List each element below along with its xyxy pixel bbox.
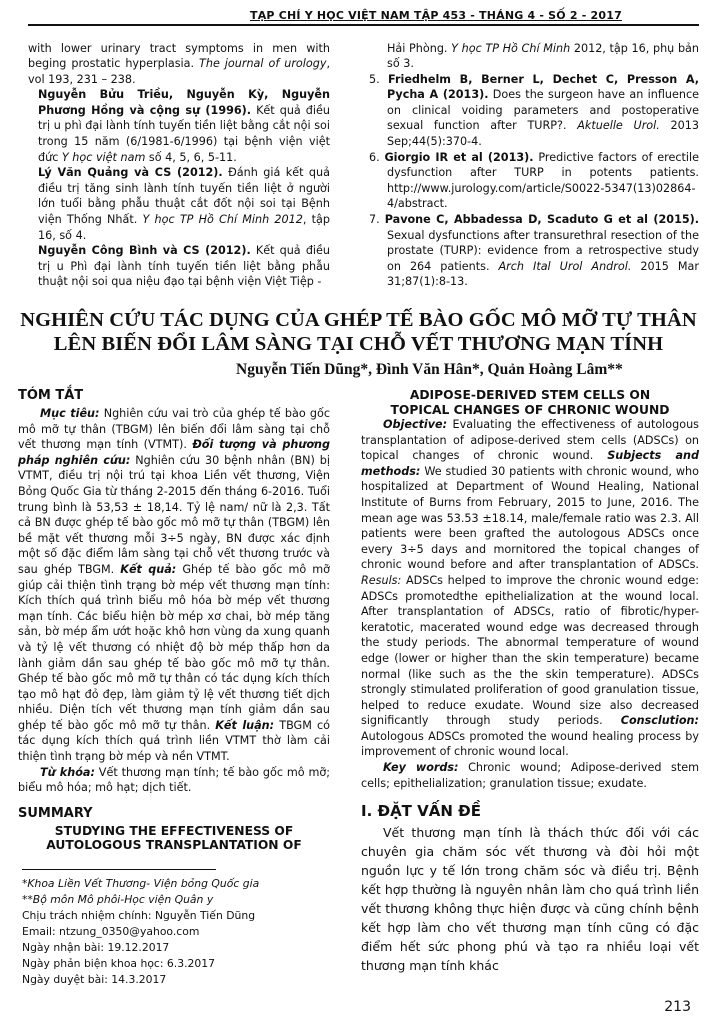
- reference-item: [369, 212, 699, 290]
- title-line: NGHIÊN CỨU TÁC DỤNG CỦA GHÉP TẾ BÀO GỐC MÔ MỠ TỰ THÂN: [20, 309, 697, 331]
- affiliation-2: **Bộ môn Mô phôi-Học viện Quân y: [22, 892, 214, 906]
- emphasis-text: Subjects and methods:: [361, 449, 700, 478]
- responsible-author: Chịu trách nhiệm chính: Nguyễn Tiến Dũng: [22, 908, 256, 922]
- emphasis-text: Consclution:: [620, 714, 699, 728]
- text-run: Sexual dysfunctions after transurethral resection of the prostate (TURP): evidence from a retrospective study on 264 patients.: [387, 228, 699, 273]
- text-run: 2012, tập 16, phụ bản số 3.: [387, 41, 699, 71]
- header-rule: [28, 24, 699, 26]
- received-date: Ngày nhận bài: 19.12.2017: [22, 940, 170, 954]
- summary-keywords: [361, 760, 699, 791]
- text-run: Đánh giá kết quả điều trị tăng sinh lành tính tuyến tiền liệt ở người lớn tuổi bằng phẫu thuật cắt đốt nội soi tại Bệnh viện Thống Nhất.: [38, 166, 330, 227]
- summary-title-line: TOPICAL CHANGES OF CHRONIC WOUND: [390, 402, 670, 417]
- footnotes: [18, 876, 330, 988]
- text-run: ADSCs helped to improve the chronic wound edge: ADSCs promotedthe epithelialization at the wound local. After transplantation of ADSCs, ratio of fibrotic/hyper-keratotic, macerated wound edge was decreased through the study periods. The abnormal temperature of wound edge (lower or higher than the skin temperature) became normal (like such as the the skin temperature). ADSCs strongly stimulated proliferation of good granulation tissue, helped to reduce exudate. Wound size also decreased significantly through study periods.: [361, 573, 699, 728]
- text-run: 5.: [369, 72, 389, 86]
- summary-body: [361, 417, 699, 760]
- text-run: Hải Phòng.: [387, 41, 452, 55]
- text-run: 7.: [369, 213, 385, 227]
- emphasis-text: Kết luận:: [215, 718, 275, 732]
- email: Email: ntzung_0350@yahoo.com: [22, 924, 200, 938]
- reference-item: [28, 41, 330, 88]
- affiliation-1: *Khoa Liền Vết Thương- Viện bỏng Quốc gia: [22, 876, 260, 890]
- text-run: Chronic wound; Adipose-derived stem cells; epithelialization; granulation tissue; exudate.: [361, 761, 700, 790]
- text-run: số 4, 5, 6, 5-11.: [145, 150, 237, 164]
- emphasis-text: Nguyễn Bửu Triều, Nguyễn Kỳ, Nguyễn Phương Hồng và cộng sự (1996).: [38, 88, 330, 117]
- reviewed-date: Ngày phản biện khoa học: 6.3.2017: [22, 956, 216, 970]
- emphasis-text: Giorgio IR et al (2013).: [384, 150, 534, 164]
- summary-title-line: ADIPOSE-DERIVED STEM CELLS ON: [409, 388, 651, 402]
- emphasis-text: Pavone C, Abbadessa D, Scaduto G et al (2015).: [384, 213, 700, 227]
- text-run: Predictive factors of erectile dysfunction after TURP in potents patients. http://www.jurology.com/article/S0022-5347(13)02864-4/abstract.: [387, 150, 700, 211]
- text-run: Evaluating the effectiveness of autologous transplantation of adipose-derived stem cells (ADSCs) on topical changes of chronic wound.: [361, 418, 699, 463]
- journal-header: TẠP CHÍ Y HỌC VIỆT NAM TẬP 453 - THÁNG 4 - SỐ 2 - 2017: [250, 9, 622, 22]
- text-run: Nghiên cứu 30 bệnh nhân (BN) bị VTMT, điều trị nội trú tại khoa Liền vết thương, Viện Bỏng Quốc Gia từ tháng 2-2015 đến tháng 6-2016. Tuổi trung bình là 53,53 ± 18,14. Tỷ lệ nam/ nữ là 2,3. Tất cả BN được ghép tế bào gốc mô mỡ tự thân (TBGM) lên bề mặt vết thương mỗi 3÷5 ngày, BN được xác định một số đặc điểm lâm sàng tại chỗ vết thương trước và sau ghép TBGM.: [18, 453, 330, 576]
- reference-item: [369, 72, 699, 150]
- emphasis-text: Mục tiêu:: [40, 407, 100, 420]
- summary-heading: SUMMARY: [18, 805, 93, 821]
- left-column: [18, 388, 330, 988]
- text-run: , tập 16, số 4.: [38, 213, 330, 242]
- text-run: Kết quả điều trị u phì đại lành tính tuyến tiền liệt bằng cắt nội soi trong 15 năm (6/1981-6/1996) tại bệnh viện việt đức: [38, 103, 330, 164]
- text-run: We studied 30 patients with chronic wound, who hospitalized at Department of Wound Healing, National Institute of Burns from February, 2015 to June, 2016. The mean age was 53.53 ±18.14, male/female ratio was 2.3. All patients were been grafted the autologous ADSCs once every 3÷5 days and mornitored the topical changes of chronic wound before and after transplantation of ADSCs.: [361, 464, 699, 572]
- emphasis-text: Y học TP Hồ Chí Minh: [451, 41, 571, 55]
- body-columns: [18, 388, 699, 988]
- summary-title-line: AUTOLOGOUS TRANSPLANTATION OF: [46, 838, 302, 853]
- section-heading: I. ĐẶT VẤN ĐỀ: [361, 802, 481, 821]
- emphasis-text: Aktuelle Urol.: [577, 119, 660, 133]
- emphasis-text: Kết quả:: [120, 562, 177, 576]
- text-run: with lower urinary tract symptoms in men with beging prostatic hyperplasia.: [28, 41, 330, 71]
- emphasis-text: Resuls:: [361, 573, 402, 587]
- emphasis-text: The journal of urology: [199, 57, 327, 71]
- text-run: Does the surgeon have an influence on clinical voiding parameters and postoperative sexual function after TURP?.: [387, 88, 699, 133]
- emphasis-text: Arch Ital Urol Androl.: [498, 259, 632, 273]
- text-run: Vết thương mạn tính; tế bào gốc mô mỡ; biểu mô hóa; mô hạt; dịch tiết.: [18, 765, 330, 795]
- reference-item: [369, 41, 699, 72]
- emphasis-text: Từ khóa:: [40, 765, 95, 779]
- text-run: Nghiên cứu vai trò của ghép tế bào gốc mô mỡ tự thân (TBGM) lên biến đổi lâm sàng tại chỗ vết thương mạn tính (VTMT).: [18, 407, 330, 452]
- text-run: 6.: [369, 150, 385, 164]
- footnote-rule: [22, 869, 216, 870]
- abstract-keywords: [18, 765, 330, 796]
- reference-item: [369, 150, 699, 212]
- emphasis-text: Lý Văn Quảng và CS (2012).: [38, 166, 223, 180]
- emphasis-text: Friedhelm B, Berner L, Dechet C, Presson A, Pycha A (2013).: [387, 72, 700, 102]
- text-run: Autologous ADSCs promoted the wound healing process by improvement of chronic wound local.: [361, 729, 699, 759]
- summary-title-line: STUDYING THE EFFECTIVENESS OF: [54, 823, 294, 838]
- reference-item: [28, 87, 330, 165]
- emphasis-text: Y học TP Hồ Chí Minh 2012: [142, 213, 303, 227]
- emphasis-text: Nguyễn Công Bình và CS (2012).: [38, 244, 251, 258]
- abstract-body: [18, 406, 330, 765]
- reference-item: [28, 165, 330, 243]
- reference-item: [28, 243, 330, 290]
- approved-date: Ngày duyệt bài: 14.3.2017: [22, 972, 167, 986]
- text-run: Kết quả điều trị u Phì đại lành tính tuyến tiền liệt bằng phẫu thuật nội soi qua niệu đạo tại bệnh viện Việt Tiệp -: [38, 244, 330, 289]
- page-number: 213: [664, 998, 691, 1015]
- text-run: Ghép tế bào gốc mô mỡ giúp cải thiện tình trạng bờ mép vết thương mạn tính: Kích thích quá trình biểu mô hóa bờ mép vết thương mạn tính. Các biểu hiện bờ mép xơ chai, bờ mép tăng sản, bờ mép ẩm ướt hoặc khô hơn vùng da xung quanh và tỷ lệ vết thương có nhiệt độ bờ mép thấp hơn da lành giảm dần sau ghép tế bào gốc mô mỡ tự thân. Ghép tế bào gốc mô mỡ tự thân có tác dụng kích thích tạo mô hạt đỏ đẹp, làm giảm tỷ lệ vết thương tiết dịch nhiều. Diện tích vết thương mạn tính giảm dần sau ghép tế bào gốc mô mỡ tự thân.: [18, 562, 330, 732]
- references-left: [18, 41, 330, 291]
- text-run: 2013 Sep;44(5):370-4.: [387, 119, 699, 149]
- references-right: [369, 41, 699, 291]
- article-title: [18, 308, 699, 356]
- text-run: 2015 Mar 31;87(1):8-13.: [387, 259, 699, 289]
- emphasis-text: Y học việt nam: [61, 150, 146, 164]
- intro-body: Vết thương mạn tính là thách thức đối với các chuyên gia chăm sóc vết thương và đòi hỏi một nguồn lực y tế lớn trong chăm sóc và điều trị. Bệnh kết hợp thường là nguyên nhân làm cho quá trình liền vết thương không thực hiện được và cũng chính bệnh kết hợp làm cho vết thương mạn tính cũng có đặc điểm hết sức phong phú và tạo ra nhiều loại vết thương mạn tính khác: [361, 825, 699, 974]
- text-run: TBGM có tác dụng kích thích quá trình liền VTMT thờ làm cải thiện tình trạng bờ mép và nền VTMT.: [18, 718, 330, 764]
- right-column: [361, 388, 699, 975]
- emphasis-text: Key words:: [383, 761, 459, 775]
- emphasis-text: Objective:: [383, 418, 448, 431]
- references: [18, 41, 699, 291]
- authors: Nguyễn Tiến Dũng*, Đình Văn Hân*, Quản Hoàng Lâm**: [236, 361, 623, 378]
- title-line: LÊN BIẾN ĐỔI LÂM SÀNG TẠI CHỖ VẾT THƯƠNG MẠN TÍNH: [53, 333, 664, 355]
- abstract-heading: TÓM TẮT: [18, 388, 84, 403]
- emphasis-text: Đối tượng và phương pháp nghiên cứu:: [18, 438, 330, 467]
- text-run: , vol 193, 231 – 238.: [28, 57, 331, 86]
